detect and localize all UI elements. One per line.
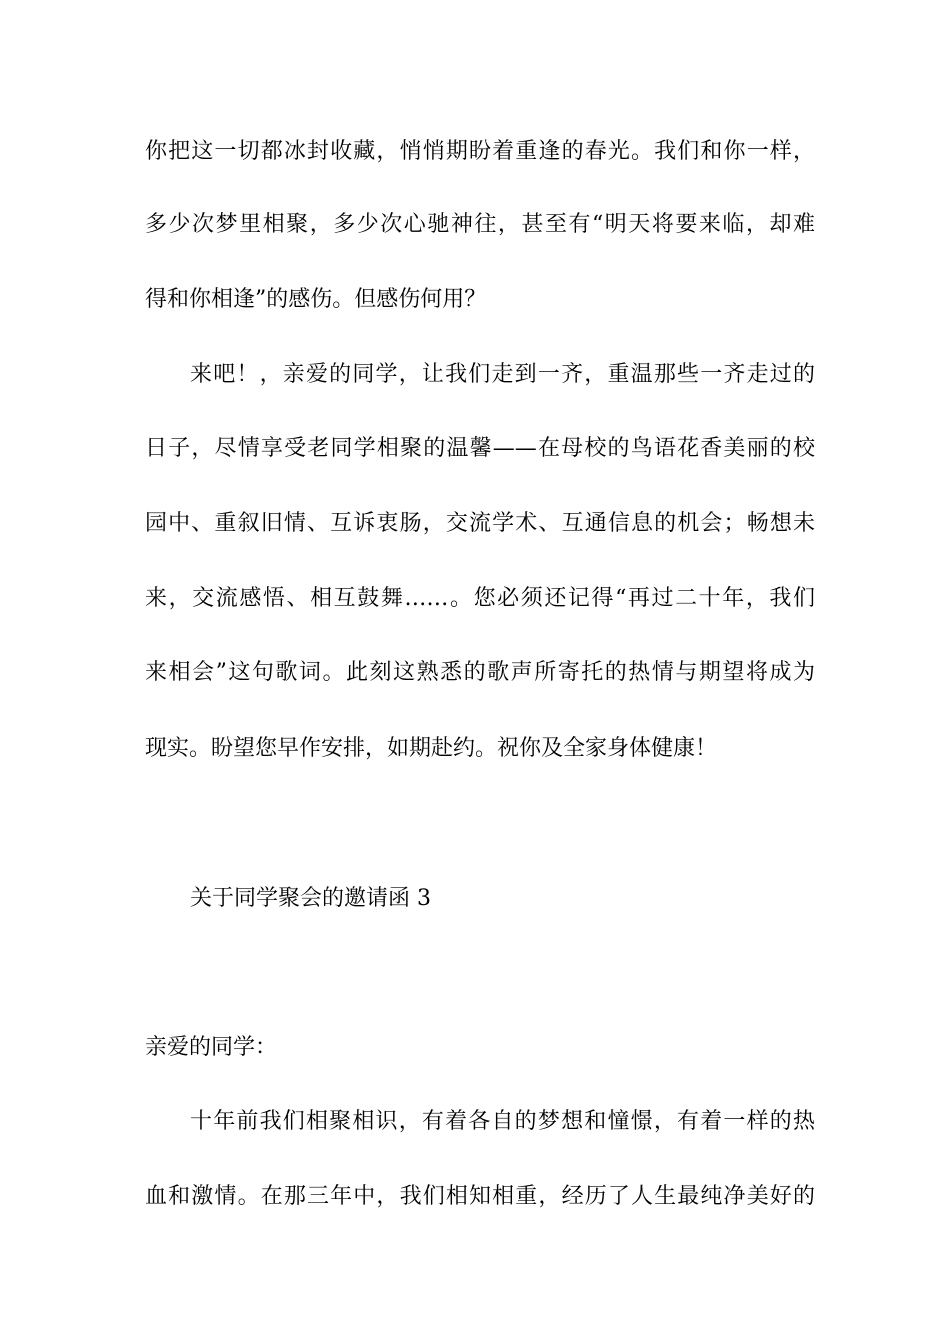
paragraph-2-line-2: 日子，尽情享受老同学相聚的温馨——在母校的鸟语花香美丽的校 (145, 436, 815, 461)
paragraph-1-line-1: 你把这一切都冰封收藏，悄悄期盼着重逢的春光。我们和你一样， (145, 139, 815, 164)
paragraph-2-line-3: 园中、重叙旧情、互诉衷肠，交流学术、互通信息的机会；畅想未 (145, 511, 815, 536)
salutation: 亲爱的同学： (145, 1035, 278, 1060)
paragraph-1-line-2: 多少次梦里相聚，多少次心驰神往，甚至有“明天将要来临，却难 (145, 212, 815, 237)
paragraph-3-line-1: 十年前我们相聚相识，有着各自的梦想和憧憬，有着一样的热 (190, 1109, 815, 1134)
paragraph-2-line-5: 来相会”这句歌词。此刻这熟悉的歌声所寄托的热情与期望将成为 (145, 660, 815, 685)
paragraph-2-line-6: 现实。盼望您早作安排，如期赴约。祝你及全家身体健康！ (145, 736, 718, 761)
paragraph-2-line-4: 来，交流感悟、相互鼓舞……。您必须还记得“再过二十年，我们 (145, 586, 815, 611)
paragraph-3-line-2: 血和激情。在那三年中，我们相知相重，经历了人生最纯净美好的 (145, 1184, 815, 1209)
paragraph-2-line-1: 来吧！，亲爱的同学，让我们走到一齐，重温那些一齐走过的 (190, 362, 815, 387)
section-title: 关于同学聚会的邀请函 3 (190, 886, 431, 911)
paragraph-1-line-3: 得和你相逢”的感伤。但感伤何用？ (145, 287, 487, 312)
